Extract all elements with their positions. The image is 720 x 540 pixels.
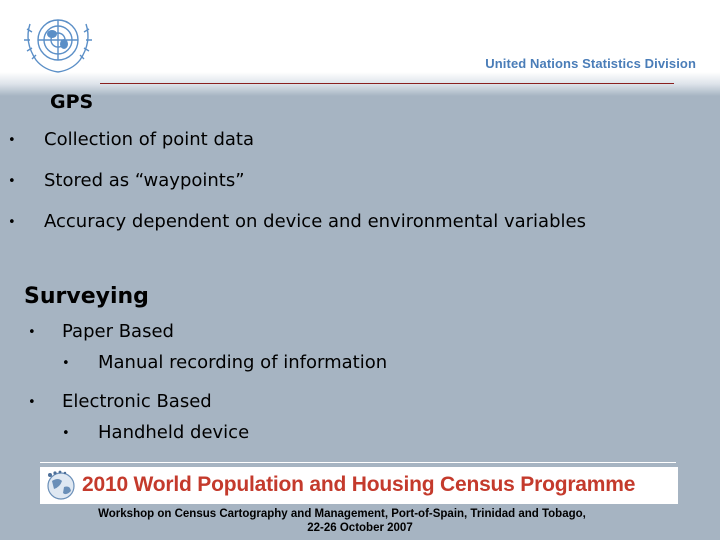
sub-list-item: Handheld device [98,422,250,443]
header-divider [100,83,674,84]
list-item: Accuracy dependent on device and environmental variables [44,211,586,232]
sub-bullet-marker: • [62,426,70,441]
bullet-marker: • [28,325,36,340]
section-title-surveying: Surveying [24,284,149,309]
footer-divider [40,462,676,463]
organization-name: United Nations Statistics Division [485,56,696,71]
list-item: Collection of point data [44,129,254,150]
list-item: Stored as “waypoints” [44,170,245,191]
workshop-date: 22-26 October 2007 [307,522,413,534]
bullet-marker: • [8,174,16,189]
sub-bullet-marker: • [62,356,70,371]
workshop-line: Workshop on Census Cartography and Management, Port-of-Spain, Trinidad and Tobago, [98,508,586,520]
globe-icon [44,469,78,502]
bullet-marker: • [8,215,16,230]
bullet-marker: • [28,395,36,410]
census-programme-banner [40,467,678,504]
list-item: Paper Based [62,321,174,342]
bullet-marker: • [8,133,16,148]
sub-list-item: Manual recording of information [98,352,388,373]
list-item: Electronic Based [62,391,212,412]
banner-title: 2010 World Population and Housing Census Programme [82,473,636,496]
un-emblem-icon [22,8,94,76]
section-title-gps: GPS [50,91,94,113]
